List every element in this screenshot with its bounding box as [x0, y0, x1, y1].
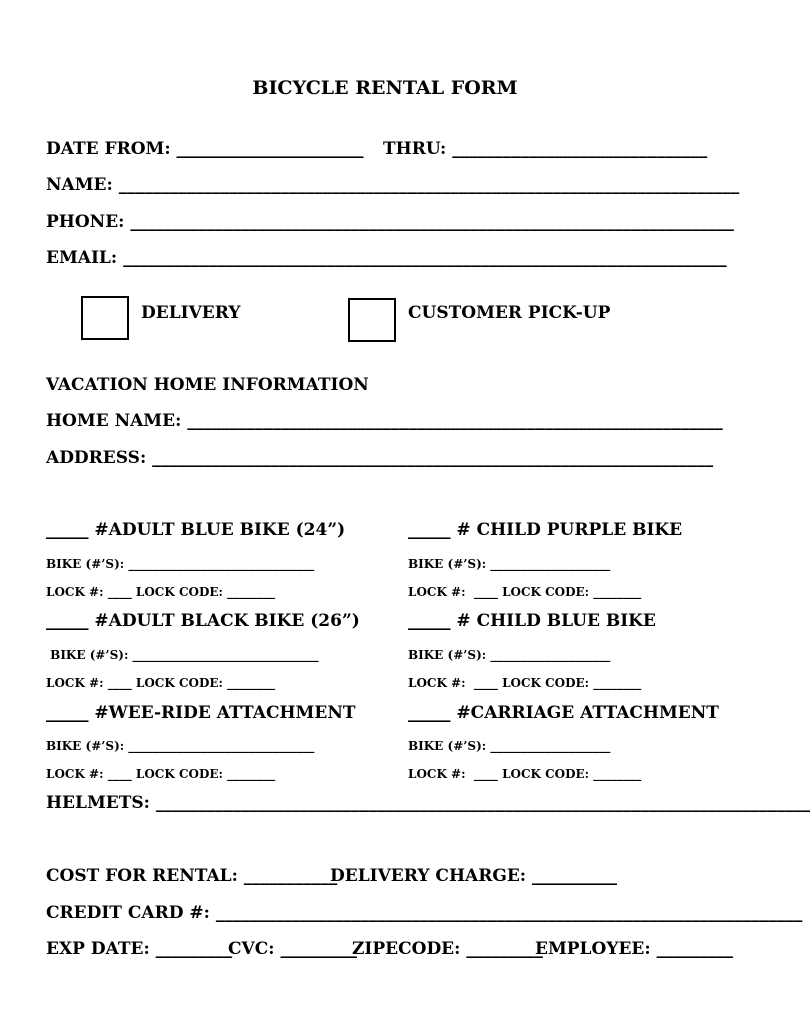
delivery-checkbox[interactable] [81, 296, 129, 340]
wee-ride-attachment-qty[interactable]: _____ #WEE-RIDE ATTACHMENT [46, 703, 356, 723]
delivery-charge-field[interactable]: DELIVERY CHARGE: __________ [330, 866, 617, 886]
thru-field[interactable]: THRU: ______________________________ [383, 139, 708, 159]
adult-black-lock[interactable]: LOCK #: ____ LOCK CODE: ________ [46, 676, 276, 690]
wee-ride-lock[interactable]: LOCK #: ____ LOCK CODE: ________ [46, 767, 276, 781]
child-purple-bike-numbers[interactable]: BIKE (#’S): ____________________ [408, 557, 611, 571]
exp-date-field[interactable]: EXP DATE: _________ [46, 939, 233, 959]
carriage-attachment-qty[interactable]: _____ #CARRIAGE ATTACHMENT [408, 703, 719, 723]
carriage-bike-numbers[interactable]: BIKE (#’S): ____________________ [408, 739, 611, 753]
child-blue-bike-numbers[interactable]: BIKE (#’S): ____________________ [408, 648, 611, 662]
delivery-label: DELIVERY [141, 303, 241, 323]
address-field[interactable]: ADDRESS: __________________________________________________________________ [46, 448, 714, 468]
cvc-field[interactable]: CVC: _________ [228, 939, 357, 959]
adult-black-bike-qty[interactable]: _____ #ADULT BLACK BIKE (26”) [46, 611, 360, 631]
adult-black-bike-numbers[interactable]: BIKE (#’S): _______________________________ [46, 648, 319, 662]
pickup-label: CUSTOMER PICK-UP [408, 303, 611, 323]
adult-blue-bike-numbers[interactable]: BIKE (#’S): _______________________________ [46, 557, 315, 571]
name-field[interactable]: NAME: _________________________________________________________________________ [46, 175, 740, 195]
child-purple-bike-qty[interactable]: _____ # CHILD PURPLE BIKE [408, 520, 683, 540]
wee-ride-bike-numbers[interactable]: BIKE (#’S): _______________________________ [46, 739, 315, 753]
pickup-checkbox[interactable] [348, 298, 396, 342]
phone-field[interactable]: PHONE: _______________________________________________________________________ [46, 212, 734, 232]
zipcode-field[interactable]: ZIPECODE: _________ [352, 939, 543, 959]
email-field[interactable]: EMAIL: _______________________________________________________________________ [46, 248, 727, 268]
vacation-heading: VACATION HOME INFORMATION [46, 375, 369, 395]
adult-blue-lock[interactable]: LOCK #: ____ LOCK CODE: ________ [46, 585, 276, 599]
credit-card-field[interactable]: CREDIT CARD #: _____________________________________________________________________ [46, 903, 803, 923]
helmets-field[interactable]: HELMETS: _____________________________________________________________________________ [46, 793, 810, 813]
adult-blue-bike-qty[interactable]: _____ #ADULT BLUE BIKE (24”) [46, 520, 346, 540]
carriage-lock[interactable]: LOCK #: ____ LOCK CODE: ________ [408, 767, 642, 781]
child-blue-lock[interactable]: LOCK #: ____ LOCK CODE: ________ [408, 676, 642, 690]
child-purple-lock[interactable]: LOCK #: ____ LOCK CODE: ________ [408, 585, 642, 599]
form-title: BICYCLE RENTAL FORM [252, 77, 518, 99]
cost-for-rental-field[interactable]: COST FOR RENTAL: ___________ [46, 866, 338, 886]
child-blue-bike-qty[interactable]: _____ # CHILD BLUE BIKE [408, 611, 656, 631]
date-from-field[interactable]: DATE FROM: ______________________ [46, 139, 364, 159]
home-name-field[interactable]: HOME NAME: _______________________________________________________________ [46, 411, 723, 431]
employee-field[interactable]: EMPLOYEE: _________ [535, 939, 734, 959]
